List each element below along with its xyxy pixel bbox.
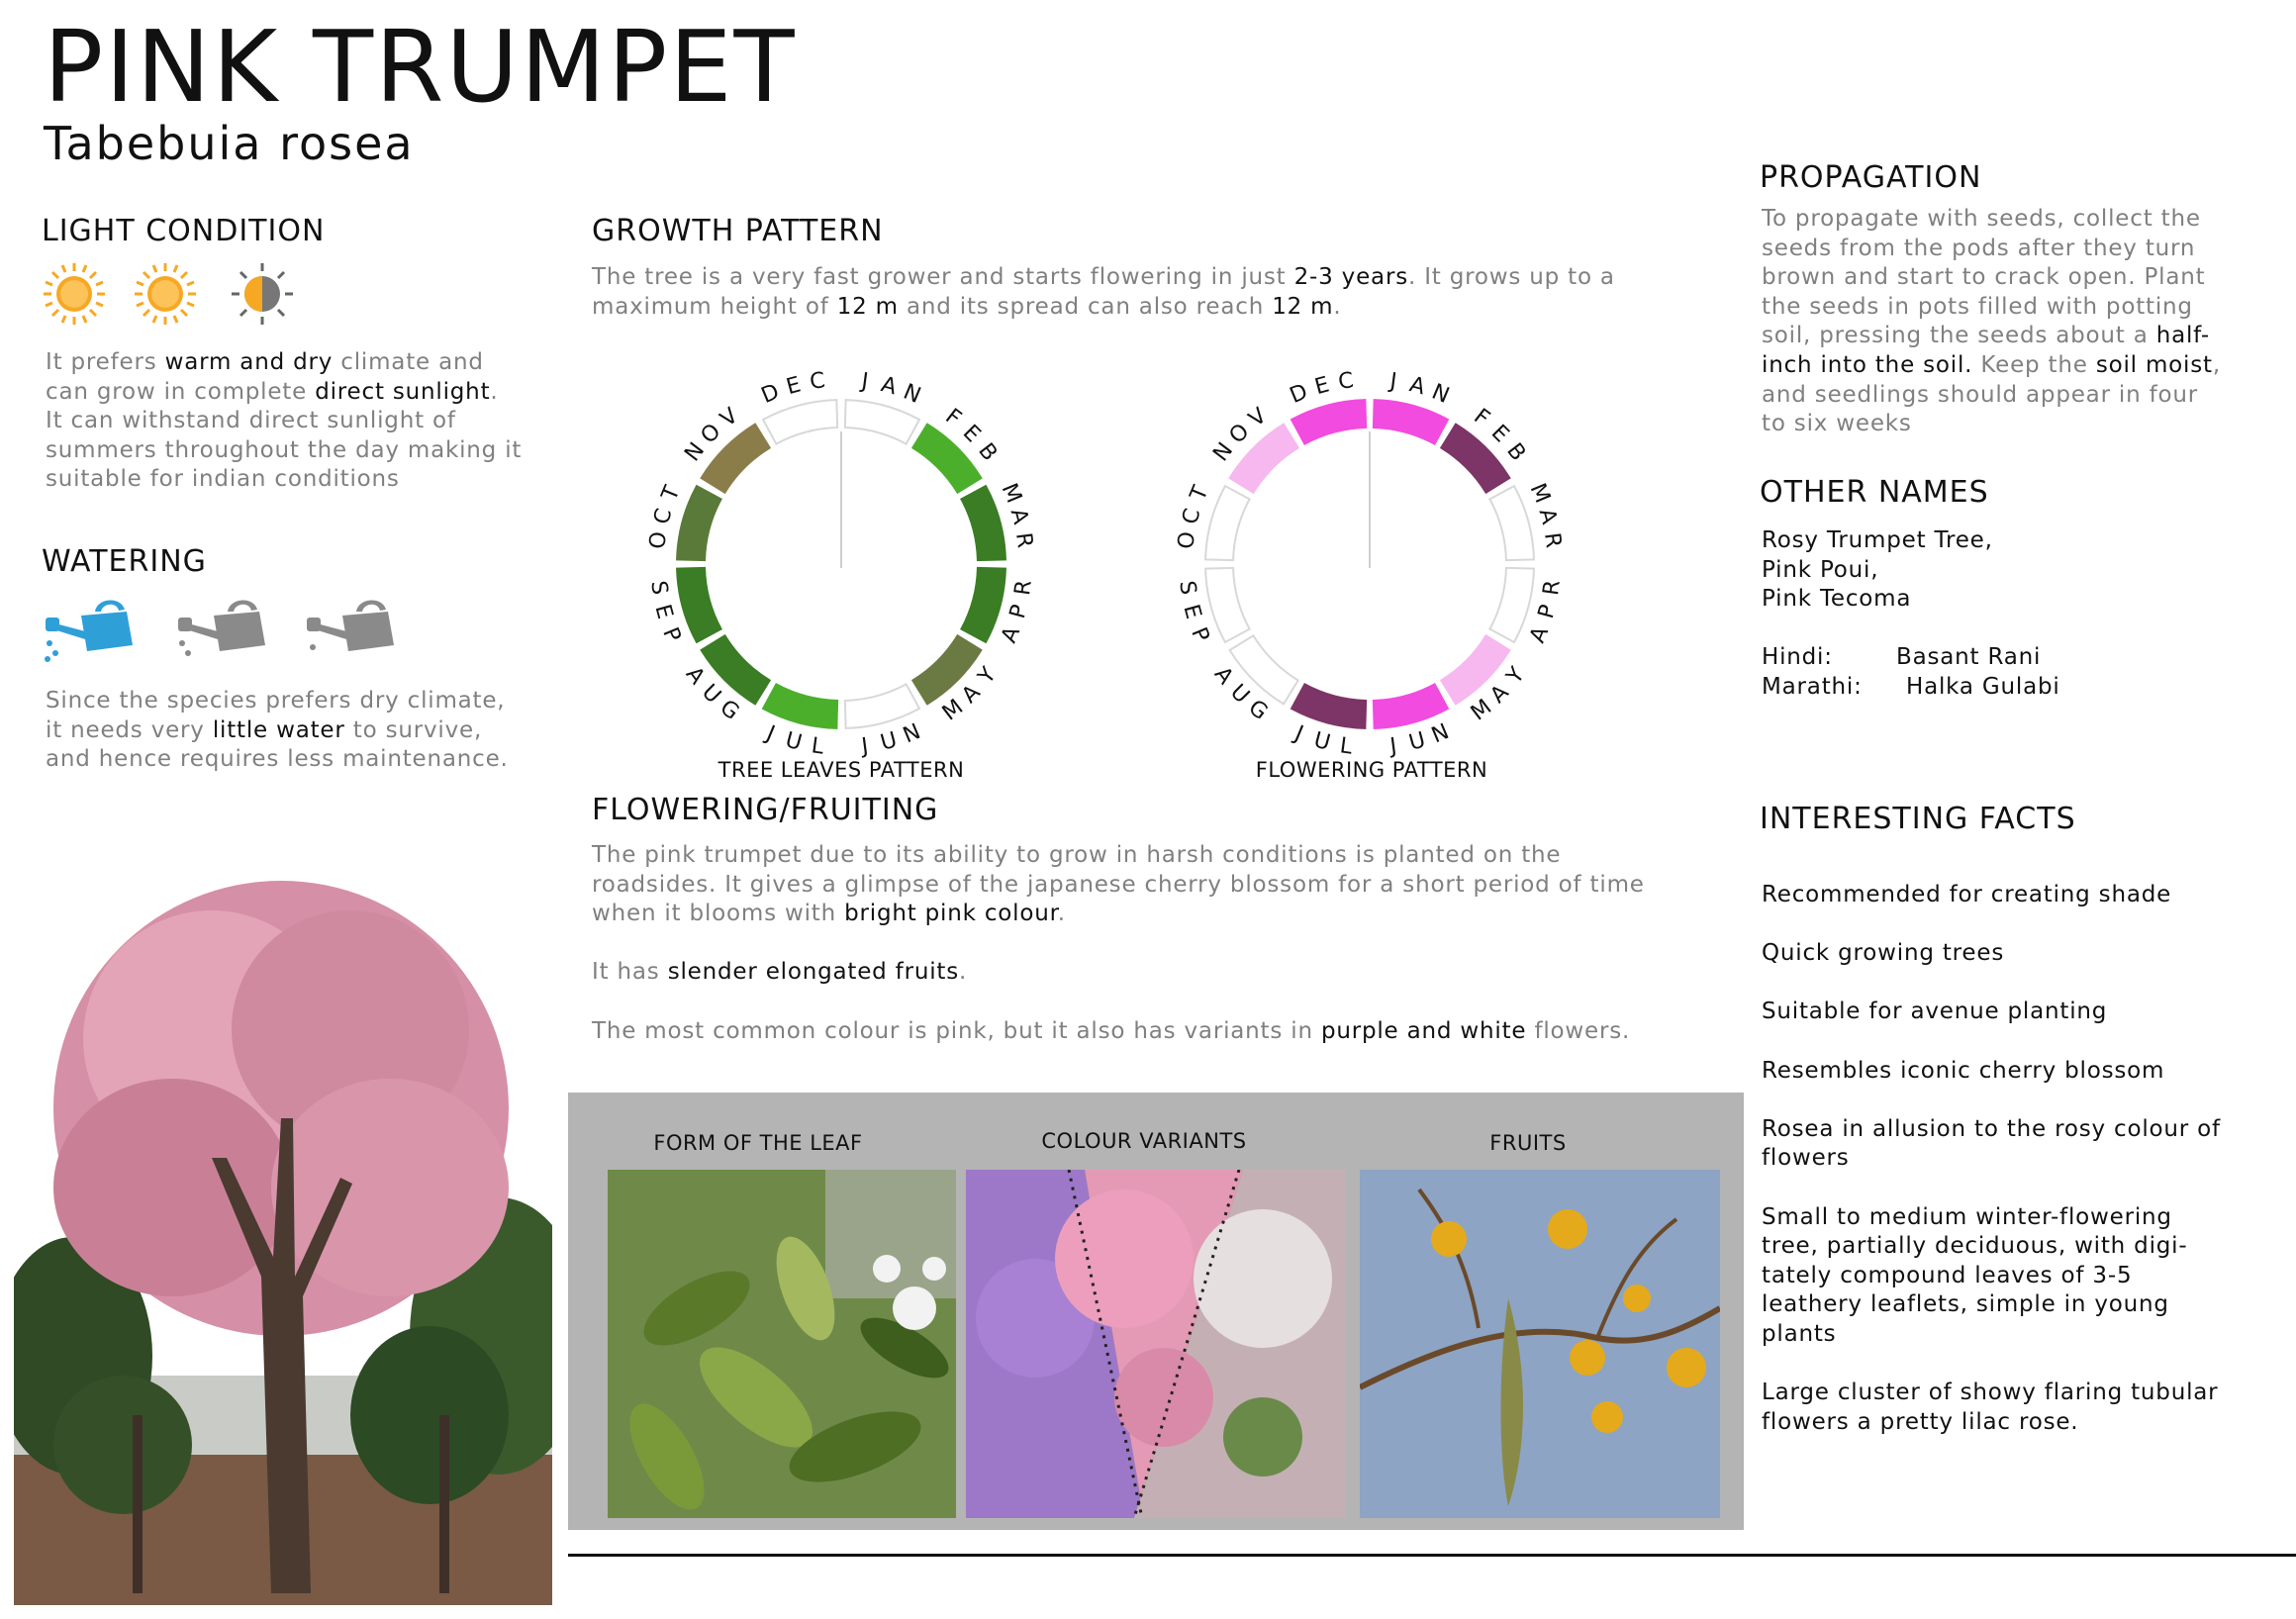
- svg-text:O: O: [696, 419, 726, 449]
- svg-text:U: U: [1310, 727, 1333, 756]
- svg-text:P: P: [657, 623, 686, 646]
- propagation-description: To propagate with seeds, collect the seeds from the pods after they turn brown and start to crack open. Plant the seeds in pots filled with potting soil, pressing the seeds about a half- inch into the soil. Keep the soil moist, and seedlings should appear in four to six weeks: [1762, 206, 2221, 437]
- svg-text:E: E: [1485, 420, 1514, 448]
- interesting-facts-list: [1762, 881, 2296, 1437]
- month-segment-mar: [1489, 486, 1534, 560]
- scientific-name: Tabebuia rosea: [44, 117, 415, 170]
- fruits-photo: [1360, 1170, 1720, 1518]
- hindi-name-row: Hindi: Basant Rani: [1762, 644, 2042, 671]
- svg-text:A: A: [997, 622, 1026, 647]
- svg-text:A: A: [1525, 622, 1555, 647]
- svg-text:J: J: [1291, 720, 1307, 747]
- svg-text:D: D: [1286, 379, 1312, 410]
- svg-text:N: N: [1428, 719, 1453, 749]
- svg-text:A: A: [1533, 506, 1562, 527]
- svg-text:J: J: [762, 720, 779, 747]
- svg-text:A: A: [1004, 506, 1033, 527]
- watering-can-icon: [42, 594, 141, 677]
- tree-leaves-pattern-caption: TREE LEAVES PATTERN: [718, 758, 965, 782]
- tree-photo: [14, 861, 552, 1605]
- svg-text:A: A: [1406, 372, 1428, 401]
- month-segment-mar: [961, 486, 1005, 560]
- list-item: Pink Poui,: [1762, 556, 1879, 583]
- list-item: Rosea in allusion to the rosy colour of flowers: [1762, 1115, 2221, 1172]
- svg-text:J: J: [1388, 733, 1398, 760]
- list-item: Rosy Trumpet Tree,: [1762, 527, 1993, 553]
- list-item: Resembles iconic cherry blossom: [1762, 1057, 2165, 1084]
- flowering-description: The pink trumpet due to its ability to grow in harsh conditions is planted on the roadsides. It gives a glimpse of the japanese cherry blossom for a short period of time when it blooms with bright pink colour. It has slender elongated fruits. The most common colour is pink, but it also has variants in purple and white flowers.: [592, 842, 1645, 1044]
- svg-text:M: M: [937, 695, 969, 726]
- watering-can-icon: [303, 594, 402, 677]
- svg-text:O: O: [1174, 529, 1201, 551]
- watering-can-icon: [174, 594, 273, 677]
- svg-text:C: C: [1336, 368, 1356, 395]
- svg-text:L: L: [810, 733, 825, 760]
- month-segment-jan: [845, 400, 919, 444]
- list-item: Quick growing trees: [1762, 940, 2005, 967]
- month-segment-dec: [763, 400, 837, 444]
- month-segment-oct: [1205, 486, 1250, 560]
- svg-text:Y: Y: [1501, 663, 1530, 689]
- svg-text:P: P: [1533, 602, 1562, 621]
- fruits-caption: FRUITS: [1489, 1131, 1567, 1155]
- propagation-heading: PROPAGATION: [1760, 160, 1982, 195]
- sun-icon: [42, 261, 107, 327]
- svg-text:Y: Y: [973, 663, 1002, 689]
- svg-text:N: N: [900, 719, 924, 749]
- colour-variants-caption: COLOUR VARIANTS: [1041, 1129, 1247, 1153]
- svg-text:R: R: [1539, 578, 1566, 598]
- svg-text:S: S: [645, 579, 672, 597]
- svg-text:T: T: [1186, 482, 1214, 505]
- svg-text:J: J: [860, 368, 870, 395]
- svg-text:R: R: [1010, 578, 1037, 598]
- svg-text:F: F: [1469, 404, 1494, 432]
- svg-text:U: U: [696, 679, 726, 710]
- flowering-pattern-chart: [1162, 356, 1578, 772]
- svg-text:A: A: [878, 372, 900, 401]
- watering-heading: WATERING: [42, 544, 207, 579]
- colour-variants-photo: [966, 1170, 1346, 1518]
- half-sun-icon: [230, 261, 295, 327]
- svg-text:P: P: [1004, 602, 1033, 621]
- watering-description: Since the species prefers dry climate, it needs very little water to survive, and hence requires less maintenance.: [46, 688, 509, 773]
- other-names-list: [1762, 526, 2276, 703]
- list-item: Small to medium winter-flowering tree, partially deciduous, with digi- tately compound leaves of 3-5 leathery leaflets, simple in young plants: [1762, 1203, 2188, 1347]
- svg-text:O: O: [645, 529, 673, 551]
- growth-pattern-heading: GROWTH PATTERN: [592, 214, 884, 248]
- svg-text:G: G: [1243, 695, 1273, 725]
- svg-text:C: C: [649, 506, 678, 527]
- svg-text:J: J: [860, 733, 870, 760]
- month-segment-dec: [1292, 400, 1366, 444]
- growth-description: The tree is a very fast grower and starts flowering in just 2-3 years. It grows up to a maximum height of 12 m and its spread can also reach 12 m.: [592, 264, 1615, 320]
- month-segment-oct: [677, 486, 721, 560]
- svg-text:J: J: [1388, 368, 1398, 395]
- svg-text:N: N: [1208, 437, 1239, 467]
- svg-text:P: P: [1186, 623, 1214, 646]
- svg-text:C: C: [1178, 506, 1206, 527]
- svg-text:E: E: [1178, 602, 1206, 622]
- svg-text:U: U: [1406, 727, 1429, 756]
- svg-text:V: V: [1244, 403, 1272, 432]
- svg-text:G: G: [715, 695, 744, 725]
- svg-text:B: B: [1501, 438, 1531, 466]
- svg-text:M: M: [1466, 695, 1497, 726]
- svg-text:A: A: [957, 680, 986, 709]
- leaf-photo: [608, 1170, 956, 1518]
- svg-text:U: U: [782, 727, 805, 756]
- sun-icon: [133, 261, 198, 327]
- tree-leaves-pattern-chart: [633, 356, 1049, 772]
- svg-text:T: T: [657, 482, 686, 505]
- svg-text:N: N: [1428, 379, 1453, 409]
- svg-text:O: O: [1224, 419, 1255, 449]
- svg-text:E: E: [1311, 372, 1332, 401]
- page-title: PINK TRUMPET: [44, 9, 797, 125]
- list-item: Recommended for creating shade: [1762, 882, 2172, 907]
- list-item: Suitable for avenue planting: [1762, 999, 2108, 1025]
- svg-text:A: A: [1208, 662, 1238, 690]
- svg-text:E: E: [783, 372, 804, 401]
- svg-text:E: E: [957, 420, 986, 448]
- list-item: Pink Tecoma: [1762, 586, 1912, 613]
- svg-text:R: R: [1010, 530, 1037, 550]
- flowering-fruiting-heading: FLOWERING/FRUITING: [592, 793, 939, 827]
- svg-text:F: F: [940, 404, 966, 432]
- svg-text:N: N: [900, 379, 924, 409]
- interesting-facts-heading: INTERESTING FACTS: [1760, 802, 2076, 836]
- svg-text:A: A: [680, 662, 710, 690]
- month-segment-jan: [1374, 400, 1448, 444]
- leaf-form-caption: FORM OF THE LEAF: [653, 1131, 863, 1155]
- svg-text:S: S: [1174, 579, 1200, 597]
- marathi-name-row: Marathi: Halka Gulabi: [1762, 673, 2060, 700]
- svg-text:V: V: [716, 403, 743, 432]
- svg-text:M: M: [996, 479, 1026, 508]
- svg-text:D: D: [757, 379, 784, 410]
- svg-text:U: U: [1224, 679, 1255, 710]
- light-condition-heading: LIGHT CONDITION: [42, 214, 326, 248]
- svg-text:E: E: [649, 602, 678, 622]
- svg-text:B: B: [973, 438, 1003, 466]
- svg-text:C: C: [808, 368, 827, 395]
- list-item: Large cluster of showy flaring tubular flowers a pretty lilac rose.: [1762, 1380, 2219, 1435]
- svg-text:M: M: [1524, 479, 1555, 508]
- svg-text:N: N: [680, 437, 711, 467]
- svg-text:U: U: [878, 727, 901, 756]
- other-names-heading: OTHER NAMES: [1760, 475, 1989, 510]
- svg-text:L: L: [1338, 733, 1354, 760]
- bottom-divider: [568, 1554, 2296, 1557]
- svg-text:R: R: [1539, 530, 1566, 550]
- flowering-pattern-caption: FLOWERING PATTERN: [1255, 758, 1488, 782]
- svg-text:A: A: [1485, 680, 1514, 709]
- light-description: It prefers warm and dry climate and can grow in complete direct sunlight. It can withstand direct sunlight of summers throughout the day making it suitable for indian conditions: [46, 349, 523, 493]
